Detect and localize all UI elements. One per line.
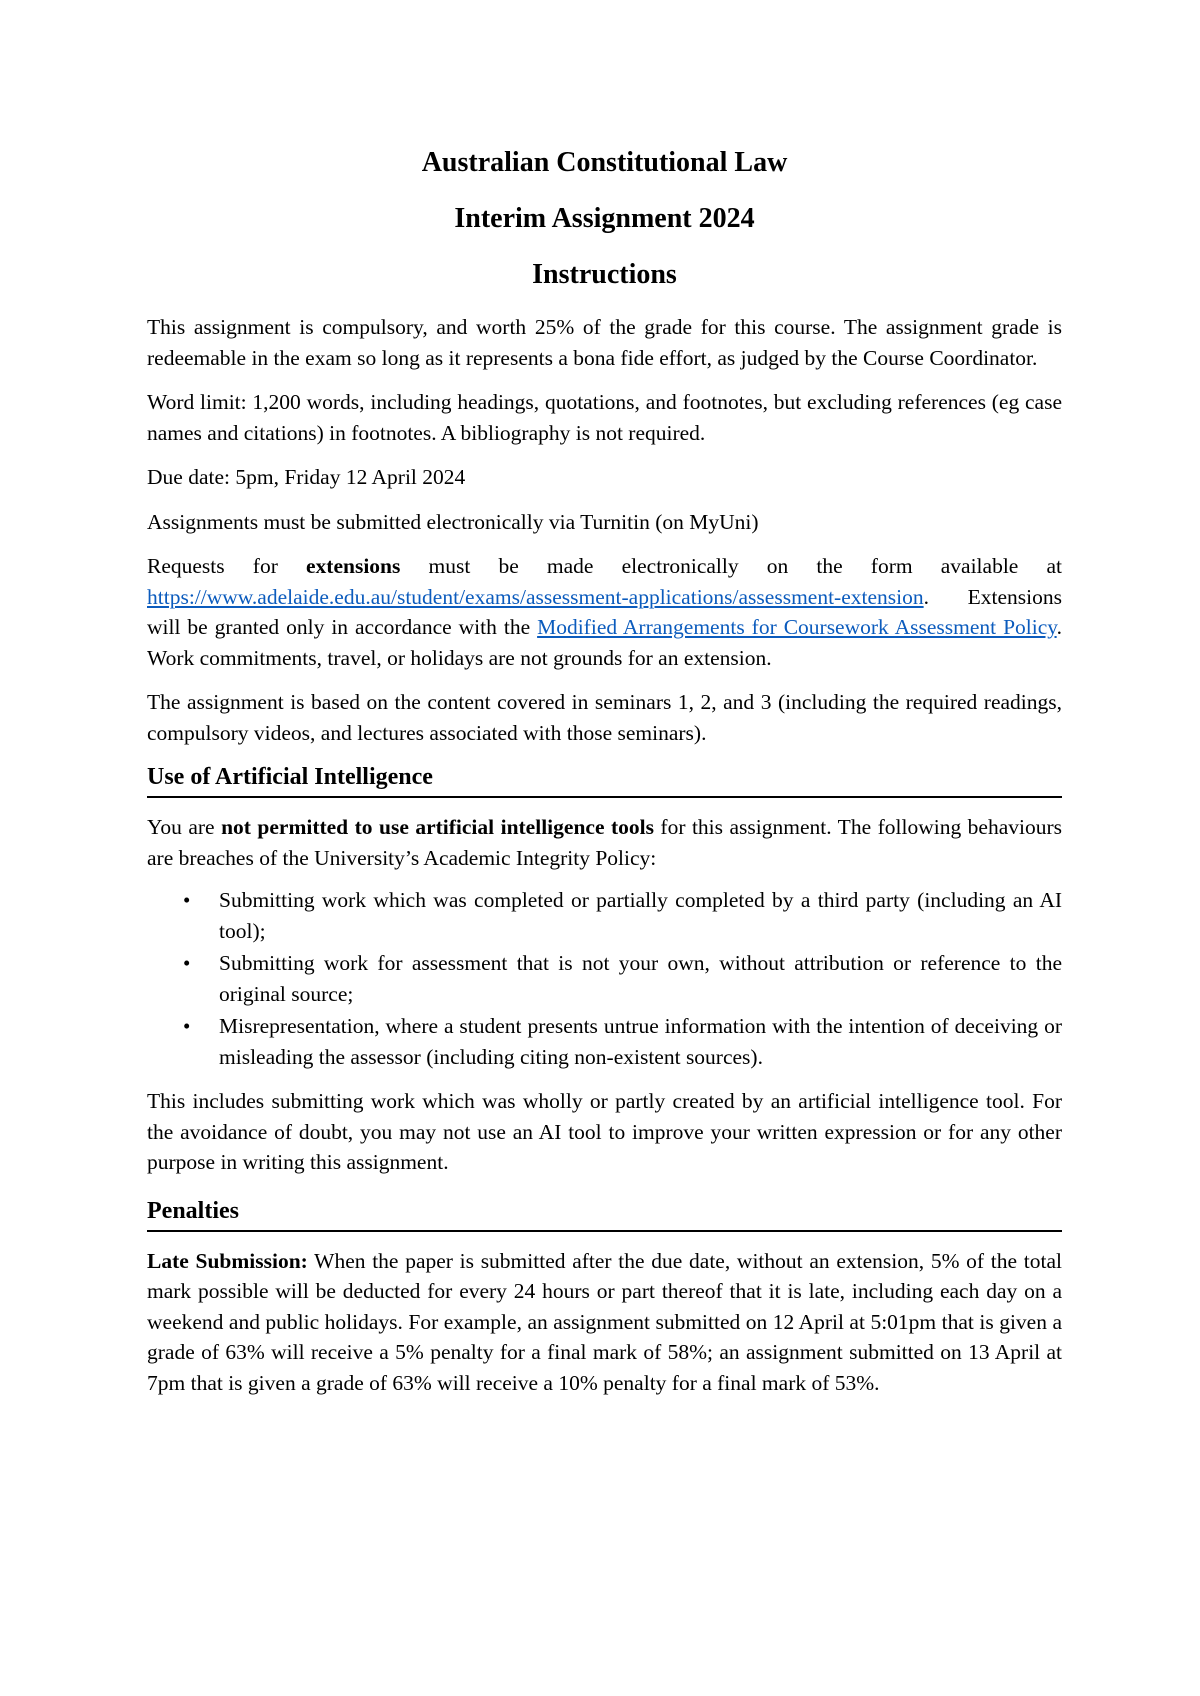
list-item <box>147 948 1062 1009</box>
instructions-title: Instructions <box>532 259 677 290</box>
late-submission-paragraph <box>147 1246 1062 1399</box>
extensions-granted-pre: Extensions will be granted only in accordance with the <box>147 584 1062 639</box>
extensions-pre: Requests for <box>147 554 306 578</box>
list-item-text: Submitting work which was completed or partially completed by a third party (including an AI tool); <box>219 888 1062 943</box>
ai-intro-paragraph <box>147 812 1062 873</box>
assignment-title: Interim Assignment 2024 <box>454 203 755 234</box>
late-submission-label: Late Submission: <box>147 1248 308 1273</box>
penalties-heading: Penalties <box>147 1196 1062 1232</box>
bullet-icon: • <box>183 888 191 912</box>
policy-link[interactable]: Modified Arrangements for Coursework Assessment Policy <box>537 615 1057 639</box>
content-basis-paragraph: The assignment is based on the content covered in seminars 1, 2, and 3 (including the required readings, compulsory videos, and lectures associated with those seminars). <box>147 690 1062 745</box>
intro-paragraph: This assignment is compulsory, and worth 25% of the grade for this course. The assignment grade is redeemable in the exam so long as it represents a bona fide effort, as judged by the Course Coordinator. <box>147 315 1062 370</box>
extensions-paragraph <box>147 551 1062 673</box>
extensions-period: . <box>923 584 929 609</box>
extensions-bold: extensions <box>306 554 401 578</box>
submission-paragraph: Assignments must be submitted electronically via Turnitin (on MyUni) <box>147 509 759 534</box>
bullet-icon: • <box>183 1014 191 1038</box>
list-item <box>147 885 1062 946</box>
ai-intro-bold: not permitted to use artificial intelligence tools <box>221 815 654 839</box>
late-submission-text: When the paper is submitted after the due date, without an extension, 5% of the total mark possible will be deducted for every 24 hours or part thereof that it is late, including each day on a weekend and public holidays. For example, an assignment submitted on 12 April at 5:01pm that is given a grade of 63% will receive a 5% penalty for a final mark of 58%; an assignment submitted on 13 April at 7pm that is given a grade of 63% will receive a 10% penalty for a final mark of 53%. <box>147 1248 1062 1395</box>
list-item-text: Misrepresentation, where a student presents untrue information with the intention of deceiving or misleading the assessor (including citing non-existent sources). <box>219 1014 1062 1069</box>
ai-intro-pre: You are <box>147 815 222 839</box>
document-body <box>147 146 1062 1398</box>
extension-form-link[interactable]: https://www.adelaide.edu.au/student/exams/assessment-applications/assessment-extension <box>147 584 924 609</box>
extensions-granted-post: . Work commitments, travel, or holidays are not grounds for an extension. <box>147 615 1062 670</box>
extensions-post: must be made electronically on the form available at <box>400 554 1063 578</box>
breach-list <box>147 885 1062 1072</box>
ai-section-heading: Use of Artificial Intelligence <box>147 762 1062 798</box>
bullet-icon: • <box>183 951 191 975</box>
list-item <box>147 1011 1062 1072</box>
due-date-paragraph: Due date: 5pm, Friday 12 April 2024 <box>147 465 466 489</box>
course-title: Australian Constitutional Law <box>421 147 788 178</box>
ai-intro-post: for this assignment. The following behaviours are breaches of the University’s Academic Integrity Policy: <box>147 815 1062 870</box>
list-item-text: Submitting work for assessment that is not your own, without attribution or reference to the original source; <box>219 951 1062 1006</box>
ai-closing-paragraph: This includes submitting work which was wholly or partly created by an artificial intelligence tool. For the avoidance of doubt, you may not use an AI tool to improve your written expression or for any other purpose in writing this assignment. <box>147 1089 1062 1174</box>
word-limit-paragraph: Word limit: 1,200 words, including headings, quotations, and footnotes, but excluding references (eg case names and citations) in footnotes. A bibliography is not required. <box>147 390 1062 445</box>
